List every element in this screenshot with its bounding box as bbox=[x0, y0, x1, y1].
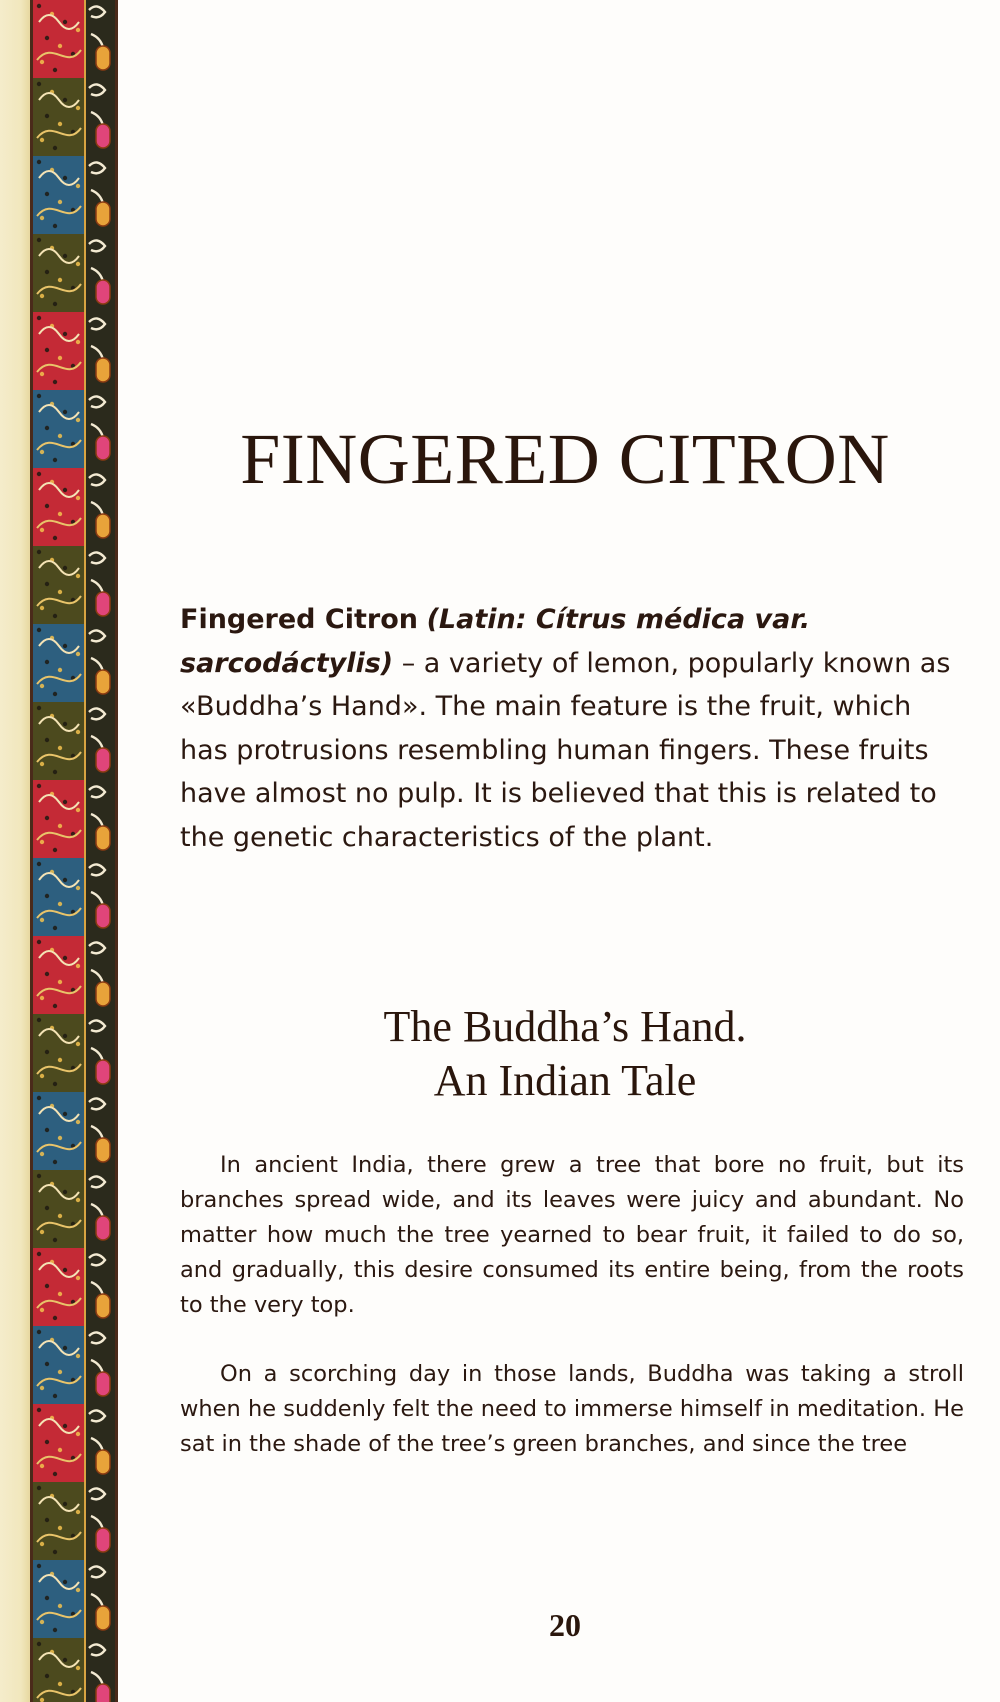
tale-title-line-2: An Indian Tale bbox=[433, 1056, 697, 1105]
page-number: 20 bbox=[549, 1607, 581, 1643]
page-title: FINGERED CITRON bbox=[240, 419, 890, 499]
page-margin bbox=[0, 0, 30, 1702]
decorative-border bbox=[30, 0, 118, 1702]
tale-paragraph-2: On a scorching day in those lands, Buddha was taking a stroll when he suddenly felt the need to immerse himself in meditation. He sat in the shade of the tree’s green branches, and since the tree bbox=[180, 1361, 964, 1457]
intro-latin-name: (Latin: Cítrus médica var. sarcodáctylis) bbox=[180, 604, 811, 679]
tale-paragraph-1: In ancient India, there grew a tree that bore no fruit, but its branches spread wide, and its leaves were juicy and abundant. No matter how much the tree yearned to bear fruit, it failed to do so, and gradually, this desire consumed its entire being, from the roots to the very top. bbox=[180, 1152, 964, 1318]
tale-title bbox=[130, 1000, 1000, 1108]
intro-paragraph bbox=[180, 598, 958, 859]
intro-term: Fingered Citron bbox=[180, 604, 418, 635]
intro-body: – a variety of lemon, popularly known as «Buddha’s Hand». The main feature is the fruit, which has protrusions resembling human fingers. These fruits have almost no pulp. It is believed that this is related to the genetic characteristics of the plant. bbox=[180, 647, 951, 853]
ornament-pattern bbox=[33, 0, 115, 1702]
tale-title-line-1: The Buddha’s Hand. bbox=[383, 1002, 747, 1051]
